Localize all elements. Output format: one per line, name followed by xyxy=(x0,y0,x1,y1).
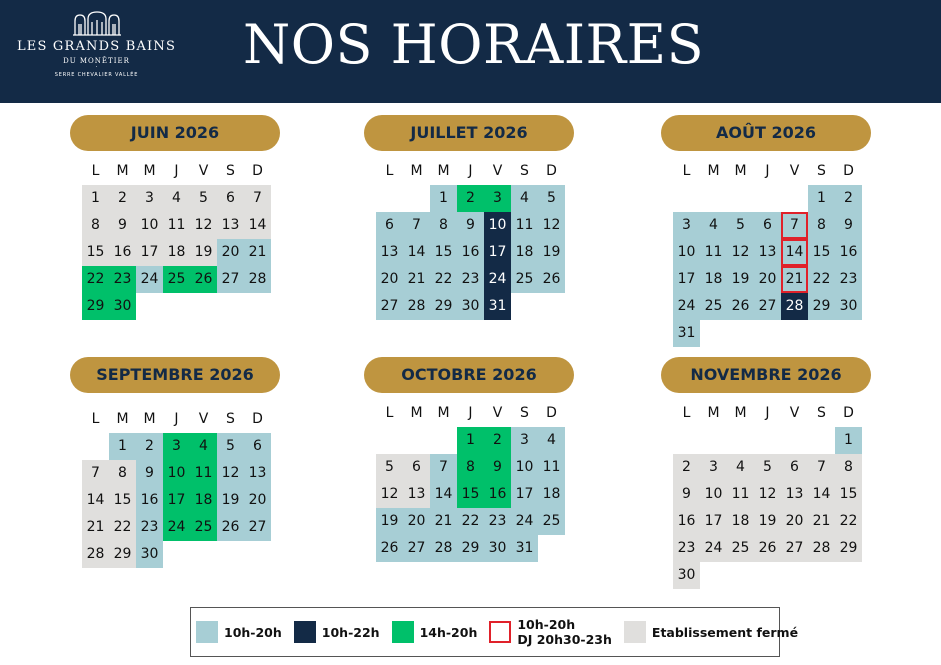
empty-cell xyxy=(376,185,403,212)
day-cell: 8 xyxy=(109,460,136,487)
day-cell: 12 xyxy=(376,481,403,508)
day-cell: 10 xyxy=(136,212,163,239)
day-cell: 22 xyxy=(430,266,457,293)
day-cell: 14 xyxy=(403,239,430,266)
day-cell: 14 xyxy=(808,481,835,508)
month-july xyxy=(364,115,594,314)
day-cell: 15 xyxy=(808,239,835,266)
day-cell: 6 xyxy=(217,185,244,212)
day-cell: 7 xyxy=(781,212,808,239)
day-cell: 15 xyxy=(82,239,109,266)
day-cell: 6 xyxy=(403,454,430,481)
month-title: NOVEMBRE 2026 xyxy=(661,357,871,393)
weekday-label: J xyxy=(765,405,770,421)
day-cell: 23 xyxy=(484,508,511,535)
day-cell: 12 xyxy=(217,460,244,487)
month-title: JUIN 2026 xyxy=(70,115,280,151)
month-title: SEPTEMBRE 2026 xyxy=(70,357,280,393)
day-cell: 1 xyxy=(835,427,862,454)
day-cell: 21 xyxy=(82,514,109,541)
calendar-grid xyxy=(673,158,862,347)
day-cell: 3 xyxy=(700,454,727,481)
day-cell: 4 xyxy=(163,185,190,212)
day-cell: 13 xyxy=(217,212,244,239)
weekday-label: S xyxy=(226,411,235,427)
day-cell: 3 xyxy=(511,427,538,454)
day-cell: 4 xyxy=(511,185,538,212)
day-cell: 20 xyxy=(217,239,244,266)
day-cell: 1 xyxy=(457,427,484,454)
day-cell: 20 xyxy=(376,266,403,293)
day-cell: 31 xyxy=(484,293,511,320)
empty-cell xyxy=(673,427,700,454)
day-cell: 23 xyxy=(136,514,163,541)
month-title: OCTOBRE 2026 xyxy=(364,357,574,393)
empty-cell xyxy=(700,185,727,212)
weekday-label: S xyxy=(520,163,529,179)
day-cell: 11 xyxy=(727,481,754,508)
day-cell: 5 xyxy=(754,454,781,481)
weekday-label: D xyxy=(843,405,854,421)
day-cell: 9 xyxy=(457,212,484,239)
legend-label: 10h-20h xyxy=(517,617,576,632)
day-cell: 19 xyxy=(376,508,403,535)
empty-cell xyxy=(403,427,430,454)
weekday-label: V xyxy=(492,163,503,179)
calendar-grid xyxy=(82,158,271,320)
month-june xyxy=(70,115,300,314)
weekday-label: M xyxy=(143,163,156,179)
day-cell: 24 xyxy=(700,535,727,562)
day-cell: 6 xyxy=(376,212,403,239)
day-cell: 27 xyxy=(781,535,808,562)
day-cell: 28 xyxy=(781,293,808,320)
day-cell: 26 xyxy=(538,266,565,293)
day-cell: 21 xyxy=(808,508,835,535)
day-cell: 17 xyxy=(511,481,538,508)
empty-cell xyxy=(376,427,403,454)
day-cell: 8 xyxy=(808,212,835,239)
empty-cell xyxy=(727,185,754,212)
day-cell: 3 xyxy=(163,433,190,460)
empty-cell xyxy=(754,427,781,454)
day-cell: 10 xyxy=(511,454,538,481)
day-cell: 14 xyxy=(244,212,271,239)
weekday-label: V xyxy=(789,405,800,421)
day-cell: 13 xyxy=(244,460,271,487)
day-cell: 16 xyxy=(136,487,163,514)
day-cell: 20 xyxy=(781,508,808,535)
day-cell: 17 xyxy=(163,487,190,514)
day-cell: 5 xyxy=(217,433,244,460)
day-cell: 1 xyxy=(430,185,457,212)
day-cell: 19 xyxy=(190,239,217,266)
weekday-label: M xyxy=(116,411,129,427)
empty-cell xyxy=(754,185,781,212)
weekday-label: J xyxy=(468,163,473,179)
day-cell: 20 xyxy=(403,508,430,535)
legend-label-group xyxy=(517,617,612,647)
day-cell: 11 xyxy=(538,454,565,481)
day-cell: 27 xyxy=(244,514,271,541)
day-cell: 21 xyxy=(430,508,457,535)
weekday-label: V xyxy=(492,405,503,421)
day-cell: 29 xyxy=(457,535,484,562)
day-cell: 19 xyxy=(754,508,781,535)
day-cell: 15 xyxy=(109,487,136,514)
weekday-label: M xyxy=(143,411,156,427)
weekday-label: M xyxy=(437,163,450,179)
day-cell: 9 xyxy=(136,460,163,487)
empty-cell xyxy=(781,427,808,454)
day-cell: 22 xyxy=(835,508,862,535)
day-cell: 27 xyxy=(376,293,403,320)
day-cell: 27 xyxy=(754,293,781,320)
day-cell: 28 xyxy=(430,535,457,562)
day-cell: 22 xyxy=(109,514,136,541)
day-cell: 8 xyxy=(835,454,862,481)
month-september xyxy=(70,357,300,562)
day-cell: 22 xyxy=(82,266,109,293)
weekday-label: D xyxy=(546,405,557,421)
day-cell: 22 xyxy=(808,266,835,293)
day-cell: 29 xyxy=(109,541,136,568)
day-cell: 28 xyxy=(403,293,430,320)
day-cell: 15 xyxy=(430,239,457,266)
empty-cell xyxy=(808,427,835,454)
legend-swatch xyxy=(294,621,316,643)
day-cell: 3 xyxy=(136,185,163,212)
calendar-grid xyxy=(673,400,862,589)
day-cell: 17 xyxy=(484,239,511,266)
day-cell: 16 xyxy=(673,508,700,535)
day-cell: 30 xyxy=(673,562,700,589)
day-cell: 26 xyxy=(754,535,781,562)
weekday-label: J xyxy=(174,163,179,179)
day-cell: 29 xyxy=(430,293,457,320)
day-cell: 7 xyxy=(430,454,457,481)
legend-item xyxy=(392,621,478,643)
day-cell: 16 xyxy=(835,239,862,266)
day-cell: 19 xyxy=(538,239,565,266)
weekday-label: M xyxy=(116,163,129,179)
legend-item xyxy=(489,617,612,647)
day-cell: 18 xyxy=(538,481,565,508)
day-cell: 25 xyxy=(727,535,754,562)
day-cell: 16 xyxy=(457,239,484,266)
day-cell: 17 xyxy=(700,508,727,535)
empty-cell xyxy=(430,427,457,454)
day-cell: 25 xyxy=(190,514,217,541)
day-cell: 30 xyxy=(136,541,163,568)
day-cell: 12 xyxy=(754,481,781,508)
weekday-label: D xyxy=(252,411,263,427)
day-cell: 6 xyxy=(781,454,808,481)
weekday-label: V xyxy=(198,163,209,179)
weekday-label: M xyxy=(707,405,720,421)
building-logo-icon xyxy=(71,10,123,36)
day-cell: 26 xyxy=(727,293,754,320)
day-cell: 13 xyxy=(781,481,808,508)
day-cell: 10 xyxy=(673,239,700,266)
month-title: AOÛT 2026 xyxy=(661,115,871,151)
legend-swatch xyxy=(624,621,646,643)
day-cell: 24 xyxy=(484,266,511,293)
day-cell: 13 xyxy=(403,481,430,508)
day-cell: 9 xyxy=(484,454,511,481)
weekday-label: M xyxy=(410,163,423,179)
day-cell: 1 xyxy=(109,433,136,460)
day-cell: 2 xyxy=(109,185,136,212)
day-cell: 21 xyxy=(781,266,808,293)
day-cell: 1 xyxy=(82,185,109,212)
day-cell: 19 xyxy=(727,266,754,293)
day-cell: 30 xyxy=(835,293,862,320)
day-cell: 13 xyxy=(376,239,403,266)
day-cell: 10 xyxy=(163,460,190,487)
day-cell: 7 xyxy=(82,460,109,487)
weekday-label: L xyxy=(385,405,394,421)
logo-name: LES GRANDS BAINS xyxy=(16,39,177,54)
legend-swatch xyxy=(489,621,511,643)
day-cell: 29 xyxy=(835,535,862,562)
day-cell: 2 xyxy=(457,185,484,212)
legend-item xyxy=(624,621,798,643)
day-cell: 25 xyxy=(163,266,190,293)
day-cell: 5 xyxy=(538,185,565,212)
legend-label: 14h-20h xyxy=(419,624,478,640)
day-cell: 4 xyxy=(700,212,727,239)
day-cell: 8 xyxy=(457,454,484,481)
weekday-label: D xyxy=(252,163,263,179)
weekday-label: L xyxy=(682,405,691,421)
day-cell: 18 xyxy=(700,266,727,293)
day-cell: 25 xyxy=(538,508,565,535)
header-banner xyxy=(0,0,941,103)
day-cell: 3 xyxy=(673,212,700,239)
day-cell: 25 xyxy=(511,266,538,293)
day-cell: 23 xyxy=(835,266,862,293)
day-cell: 8 xyxy=(430,212,457,239)
day-cell: 11 xyxy=(190,460,217,487)
day-cell: 9 xyxy=(673,481,700,508)
day-cell: 29 xyxy=(808,293,835,320)
legend xyxy=(190,607,799,657)
day-cell: 7 xyxy=(244,185,271,212)
day-cell: 12 xyxy=(538,212,565,239)
calendar-grid xyxy=(82,406,271,568)
day-cell: 14 xyxy=(430,481,457,508)
weekday-label: M xyxy=(734,163,747,179)
day-cell: 2 xyxy=(673,454,700,481)
weekday-label: V xyxy=(198,411,209,427)
weekday-label: J xyxy=(174,411,179,427)
weekday-label: S xyxy=(817,163,826,179)
day-cell: 20 xyxy=(244,487,271,514)
day-cell: 4 xyxy=(727,454,754,481)
weekday-label: V xyxy=(789,163,800,179)
day-cell: 30 xyxy=(109,293,136,320)
day-cell: 2 xyxy=(484,427,511,454)
day-cell: 12 xyxy=(727,239,754,266)
day-cell: 9 xyxy=(109,212,136,239)
logo xyxy=(14,10,179,96)
day-cell: 24 xyxy=(673,293,700,320)
day-cell: 28 xyxy=(808,535,835,562)
day-cell: 21 xyxy=(244,239,271,266)
day-cell: 8 xyxy=(82,212,109,239)
day-cell: 2 xyxy=(835,185,862,212)
legend-label: Etablissement fermé xyxy=(651,624,799,640)
legend-label: 10h-20h xyxy=(224,624,282,640)
day-cell: 5 xyxy=(727,212,754,239)
day-cell: 2 xyxy=(136,433,163,460)
day-cell: 17 xyxy=(673,266,700,293)
day-cell: 9 xyxy=(835,212,862,239)
day-cell: 11 xyxy=(163,212,190,239)
month-august xyxy=(661,115,891,341)
day-cell: 26 xyxy=(217,514,244,541)
day-cell: 23 xyxy=(673,535,700,562)
page-title: NOS HORAIRES xyxy=(243,13,705,76)
day-cell: 18 xyxy=(511,239,538,266)
month-october xyxy=(364,357,594,556)
weekday-label: L xyxy=(91,411,100,427)
day-cell: 21 xyxy=(403,266,430,293)
logo-subtitle: DU MONÊTIER xyxy=(63,57,130,65)
weekday-label: S xyxy=(520,405,529,421)
day-cell: 12 xyxy=(190,212,217,239)
day-cell: 26 xyxy=(376,535,403,562)
day-cell: 6 xyxy=(244,433,271,460)
empty-cell xyxy=(781,185,808,212)
day-cell: 4 xyxy=(190,433,217,460)
day-cell: 24 xyxy=(511,508,538,535)
weekday-label: S xyxy=(226,163,235,179)
day-cell: 22 xyxy=(457,508,484,535)
weekday-label: L xyxy=(682,163,691,179)
day-cell: 11 xyxy=(700,239,727,266)
day-cell: 18 xyxy=(727,508,754,535)
day-cell: 6 xyxy=(754,212,781,239)
calendar-grid xyxy=(376,400,565,562)
empty-cell xyxy=(700,427,727,454)
day-cell: 13 xyxy=(754,239,781,266)
day-cell: 27 xyxy=(217,266,244,293)
day-cell: 4 xyxy=(538,427,565,454)
day-cell: 28 xyxy=(244,266,271,293)
day-cell: 28 xyxy=(82,541,109,568)
legend-label: 10h-22h xyxy=(321,624,380,640)
day-cell: 15 xyxy=(835,481,862,508)
day-cell: 27 xyxy=(403,535,430,562)
day-cell: 24 xyxy=(136,266,163,293)
day-cell: 7 xyxy=(403,212,430,239)
weekday-label: L xyxy=(91,163,100,179)
weekday-label: J xyxy=(765,163,770,179)
day-cell: 17 xyxy=(136,239,163,266)
day-cell: 18 xyxy=(163,239,190,266)
day-cell: 31 xyxy=(673,320,700,347)
empty-cell xyxy=(727,427,754,454)
day-cell: 5 xyxy=(190,185,217,212)
weekday-label: L xyxy=(385,163,394,179)
legend-label-line2: DJ 20h30-23h xyxy=(517,632,612,647)
legend-item xyxy=(196,621,282,643)
weekday-label: J xyxy=(468,405,473,421)
logo-place: SERRE CHEVALIER VALLÉE xyxy=(54,72,139,78)
weekday-label: M xyxy=(410,405,423,421)
day-cell: 7 xyxy=(808,454,835,481)
day-cell: 30 xyxy=(457,293,484,320)
empty-cell xyxy=(82,433,109,460)
day-cell: 15 xyxy=(457,481,484,508)
weekday-label: D xyxy=(843,163,854,179)
day-cell: 25 xyxy=(700,293,727,320)
legend-swatch xyxy=(196,621,218,643)
day-cell: 16 xyxy=(109,239,136,266)
weekday-label: S xyxy=(817,405,826,421)
weekday-label: M xyxy=(707,163,720,179)
day-cell: 29 xyxy=(82,293,109,320)
day-cell: 26 xyxy=(190,266,217,293)
day-cell: 3 xyxy=(484,185,511,212)
legend-item xyxy=(294,621,380,643)
legend-swatch xyxy=(392,621,414,643)
day-cell: 1 xyxy=(808,185,835,212)
day-cell: 5 xyxy=(376,454,403,481)
day-cell: 30 xyxy=(484,535,511,562)
calendar-grid xyxy=(376,158,565,320)
day-cell: 19 xyxy=(217,487,244,514)
day-cell: 10 xyxy=(700,481,727,508)
weekday-label: M xyxy=(437,405,450,421)
day-cell: 24 xyxy=(163,514,190,541)
logo-divider-dot: · xyxy=(95,64,98,71)
month-november xyxy=(661,357,891,583)
day-cell: 11 xyxy=(511,212,538,239)
day-cell: 18 xyxy=(190,487,217,514)
day-cell: 31 xyxy=(511,535,538,562)
month-title: JUILLET 2026 xyxy=(364,115,574,151)
day-cell: 23 xyxy=(109,266,136,293)
day-cell: 23 xyxy=(457,266,484,293)
day-cell: 16 xyxy=(484,481,511,508)
weekday-label: M xyxy=(734,405,747,421)
empty-cell xyxy=(403,185,430,212)
day-cell: 14 xyxy=(781,239,808,266)
empty-cell xyxy=(673,185,700,212)
weekday-label: D xyxy=(546,163,557,179)
day-cell: 10 xyxy=(484,212,511,239)
day-cell: 14 xyxy=(82,487,109,514)
day-cell: 20 xyxy=(754,266,781,293)
